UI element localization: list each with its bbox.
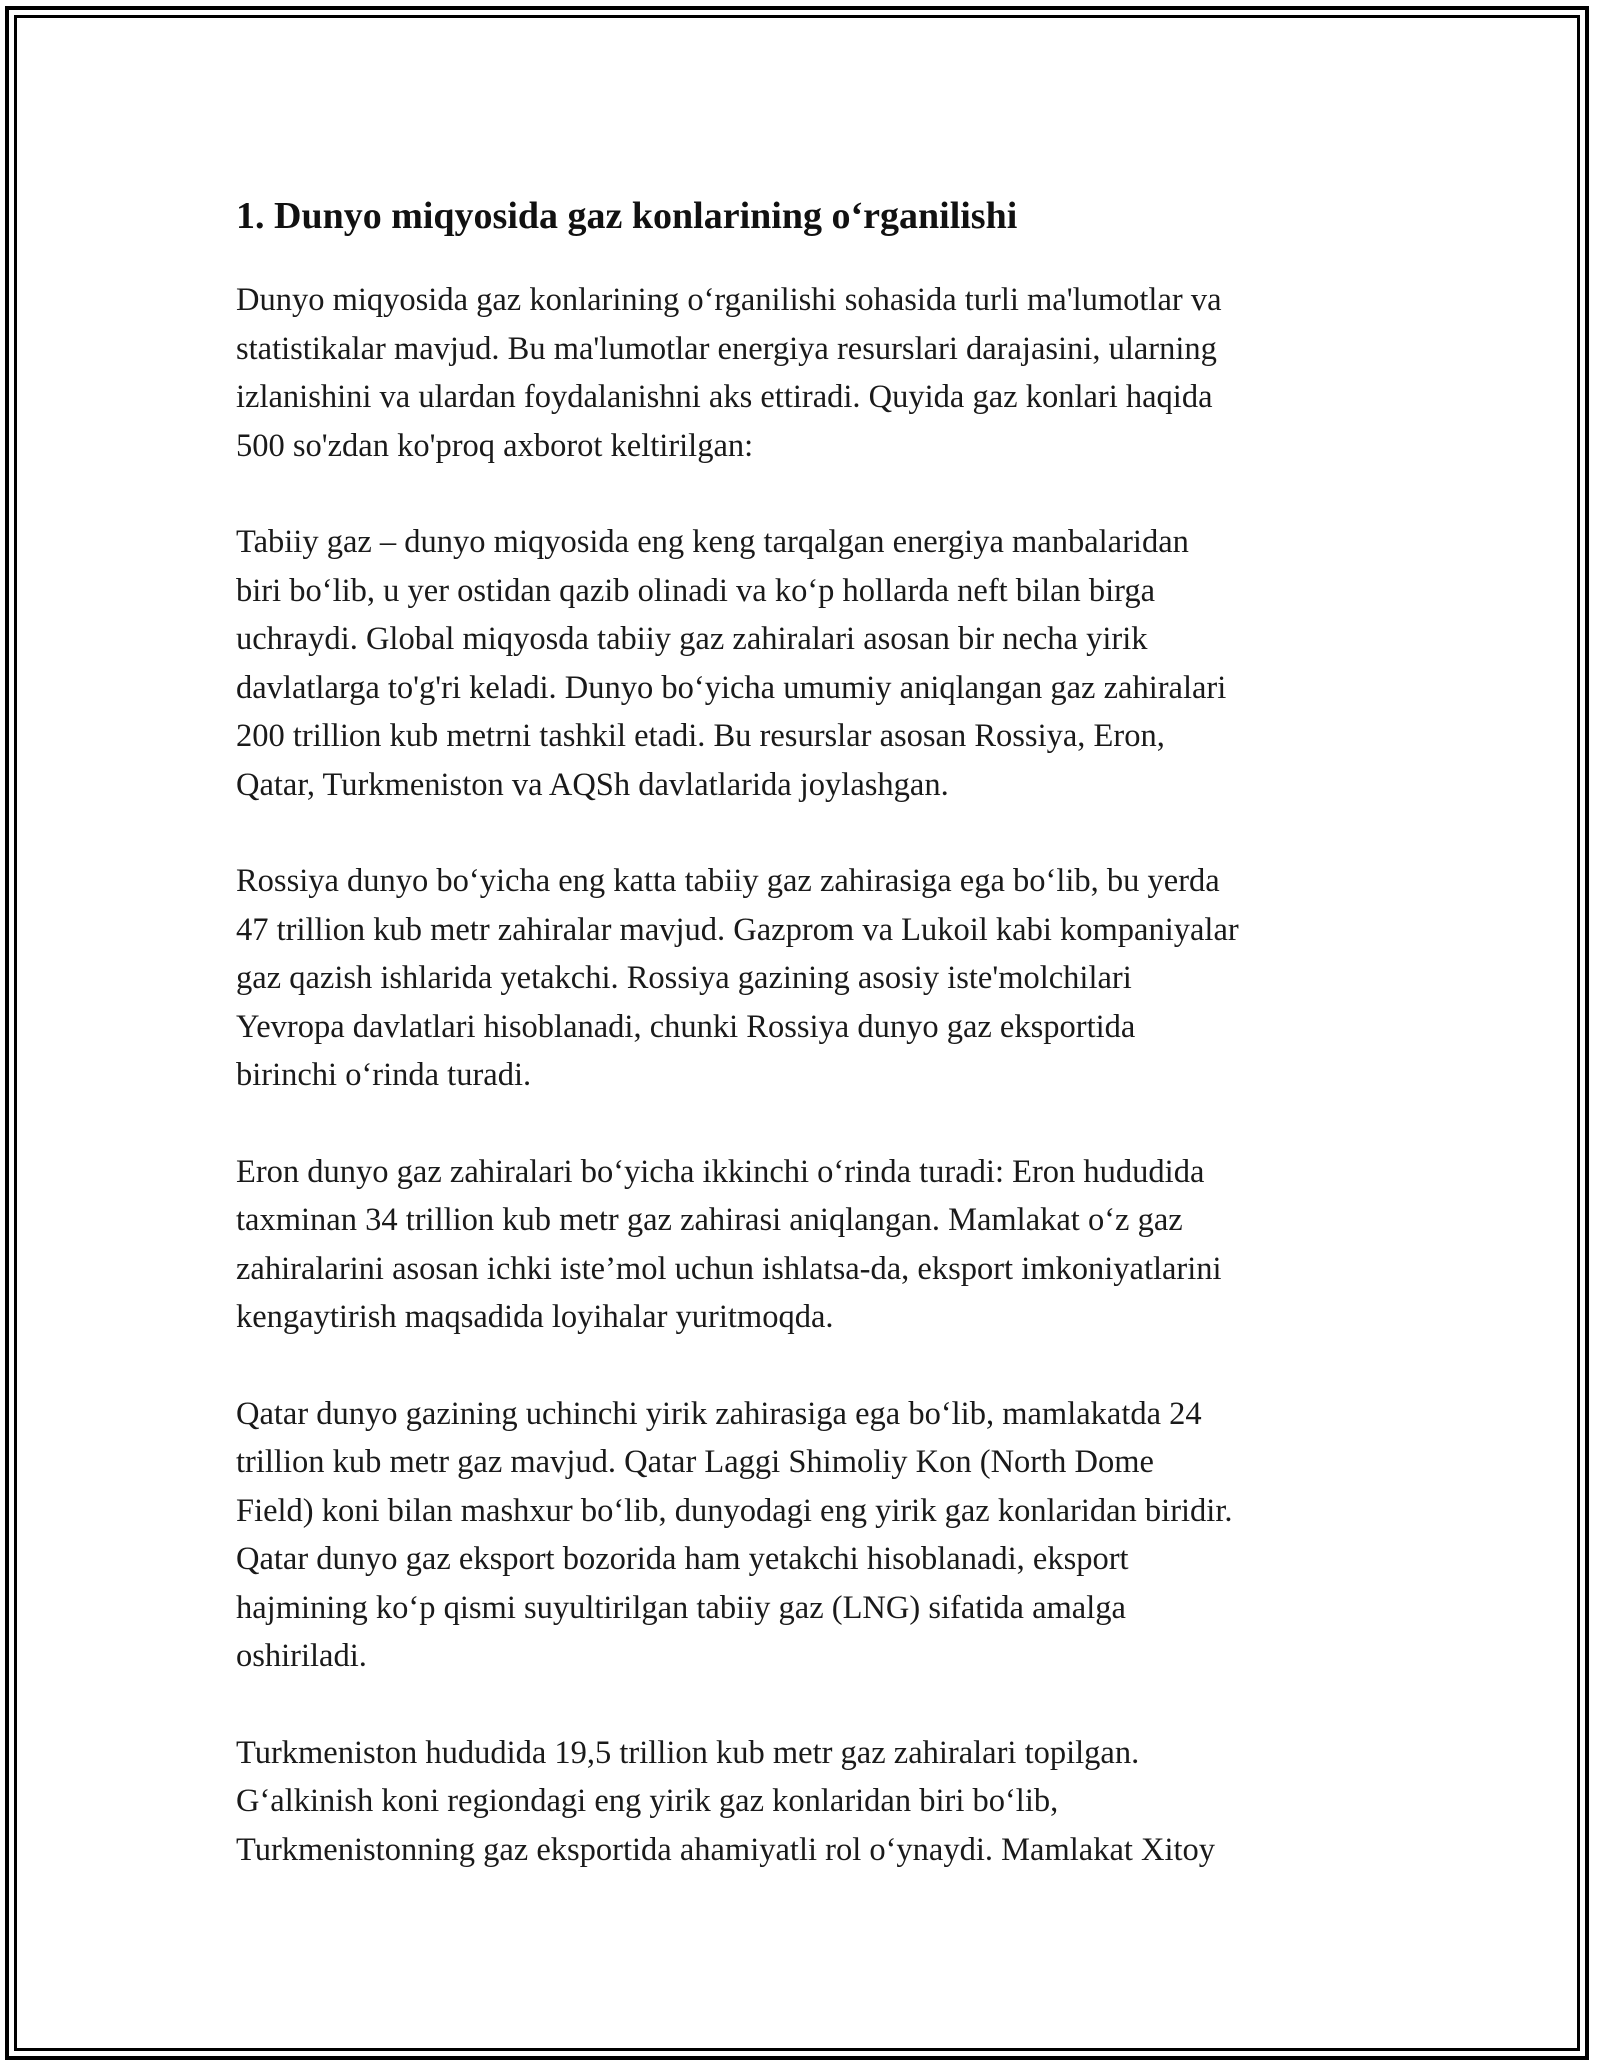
- paragraph: [236, 857, 1386, 1100]
- paragraph-line: Turkmenistonning gaz eksportida ahamiyatli rol o‘ynaydi. Mamlakat Xitoy: [236, 1831, 1216, 1868]
- paragraph: [236, 1729, 1386, 1875]
- paragraph-line: 200 trillion kub metrni tashkil etadi. Bu resurslar asosan Rossiya, Eron,: [236, 718, 1165, 754]
- paragraph-line: kengaytirish maqsadida loyihalar yuritmoqda.: [236, 1299, 834, 1335]
- paragraph-line: 500 so'zdan ko'proq axborot keltirilgan:: [236, 427, 754, 464]
- paragraph: [236, 518, 1386, 809]
- paragraph-line: trillion kub metr gaz mavjud. Qatar Laggi Shimoliy Kon (North Dome: [236, 1444, 1154, 1480]
- paragraph: [236, 276, 1386, 470]
- paragraph-line: 47 trillion kub metr zahiralar mavjud. Gazprom va Lukoil kabi kompaniyalar: [236, 911, 1239, 948]
- paragraph-line: Field) koni bilan mashxur bo‘lib, dunyodagi eng yirik gaz konlaridan biridir.: [236, 1492, 1233, 1529]
- paragraph-line: Yevropa davlatlari hisoblanadi, chunki Rossiya dunyo gaz eksportida: [236, 1008, 1136, 1045]
- paragraph-line: Tabiiy gaz – dunyo miqyosida eng keng tarqalgan energiya manbalaridan: [236, 524, 1189, 560]
- paragraph-line: izlanishini va ulardan foydalanishni aks ettiradi. Quyida gaz konlari haqida: [236, 379, 1213, 415]
- paragraph-line: zahiralarini asosan ichki iste’mol uchun ishlatsa-da, eksport imkoniyatlarini: [236, 1250, 1222, 1287]
- paragraph-line: davlatlarga to'g'ri keladi. Dunyo bo‘yicha umumiy aniqlangan gaz zahiralari: [236, 669, 1227, 706]
- paragraph-line: Dunyo miqyosida gaz konlarining o‘rganilishi sohasida turli ma'lumotlar va: [236, 282, 1222, 318]
- section-heading: 1. Dunyo miqyosida gaz konlarining o‘rganilishi: [236, 195, 1018, 237]
- paragraph-line: Qatar, Turkmeniston va AQSh davlatlarida joylashgan.: [236, 766, 949, 803]
- paragraph-line: taxminan 34 trillion kub metr gaz zahirasi aniqlangan. Mamlakat o‘z gaz: [236, 1202, 1183, 1238]
- paragraph: [236, 1390, 1386, 1681]
- paragraph-line: birinchi o‘rinda turadi.: [236, 1057, 532, 1093]
- paragraph-line: G‘alkinish koni regiondagi eng yirik gaz konlaridan biri bo‘lib,: [236, 1783, 1059, 1819]
- paragraph-line: hajmining ko‘p qismi suyultirilgan tabiiy gaz (LNG) sifatida amalga: [236, 1589, 1126, 1626]
- paragraph-line: oshiriladi.: [236, 1638, 367, 1674]
- paragraph-line: biri bo‘lib, u yer ostidan qazib olinadi va ko‘p hollarda neft bilan birga: [236, 572, 1156, 609]
- paragraph: [236, 1148, 1386, 1342]
- paragraph-line: uchraydi. Global miqyosda tabiiy gaz zahiralari asosan bir necha yirik: [236, 621, 1148, 657]
- paragraph-line: Qatar dunyo gazining uchinchi yirik zahirasiga ega bo‘lib, mamlakatda 24: [236, 1395, 1202, 1432]
- paragraph-list: [236, 276, 1386, 1874]
- paragraph-line: Eron dunyo gaz zahiralari bo‘yicha ikkinchi o‘rinda turadi: Eron hududida: [236, 1153, 1205, 1190]
- paragraph-line: Turkmeniston hududida 19,5 trillion kub metr gaz zahiralari topilgan.: [236, 1734, 1140, 1771]
- document-body: [236, 188, 1386, 1922]
- paragraph-line: Rossiya dunyo bo‘yicha eng katta tabiiy gaz zahirasiga ega bo‘lib, bu yerda: [236, 863, 1220, 899]
- paragraph-line: Qatar dunyo gaz eksport bozorida ham yetakchi hisoblanadi, eksport: [236, 1541, 1129, 1577]
- paragraph-line: statistikalar mavjud. Bu ma'lumotlar energiya resurslari darajasini, ularning: [236, 330, 1217, 367]
- paragraph-line: gaz qazish ishlarida yetakchi. Rossiya gazining asosiy iste'molchilari: [236, 960, 1132, 996]
